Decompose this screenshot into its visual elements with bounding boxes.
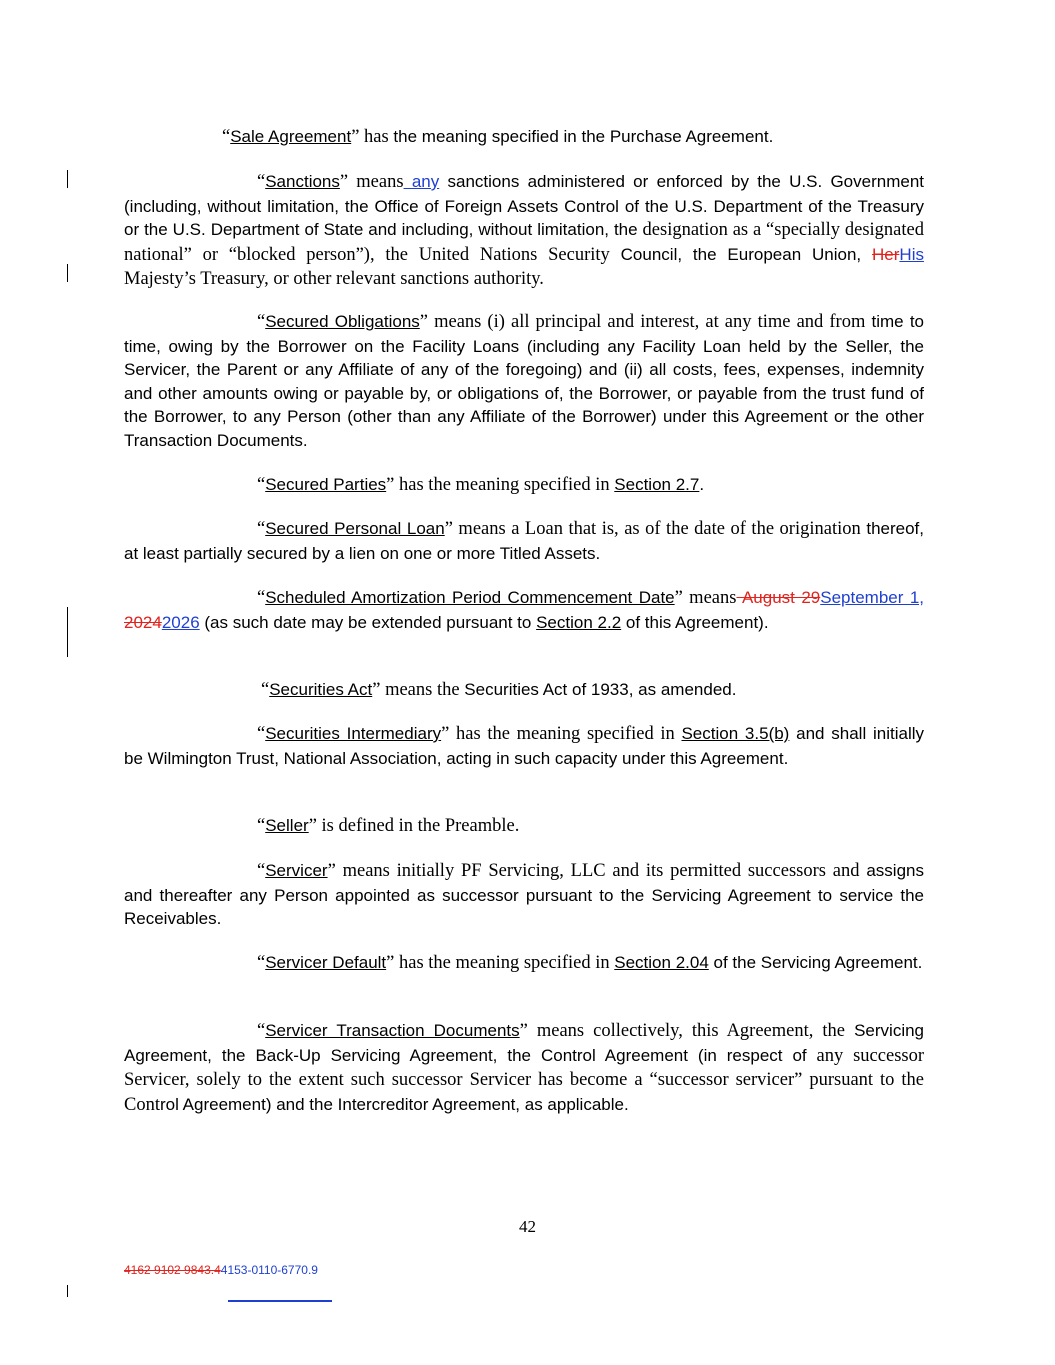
definition-text: has (359, 127, 389, 147)
definition-secured-personal-loan (124, 517, 924, 565)
change-bar (67, 1285, 68, 1297)
quote-open: “ (257, 172, 266, 192)
document-id (124, 1263, 318, 1277)
quote-close: ” (372, 680, 381, 700)
quote-close: ” (444, 519, 453, 539)
definition-secured-parties (124, 473, 924, 498)
section-reference: Section 3.5(b) (681, 724, 790, 743)
quote-open: “ (257, 312, 266, 332)
defined-term: Secured Obligations (265, 312, 420, 331)
definition-text: is defined in the Preamble. (316, 816, 520, 836)
defined-term: Servicer Transaction Documents (265, 1021, 520, 1040)
deleted-text: 2024 (124, 612, 162, 632)
defined-term: Sanctions (265, 172, 340, 191)
defined-term: Securities Intermediary (265, 724, 442, 743)
definition-text: . (699, 475, 705, 494)
quote-close: ” (674, 588, 683, 608)
defined-term: Scheduled Amortization Period Commencement Date (265, 588, 675, 607)
quote-open: “ (257, 816, 266, 836)
footer-rule (228, 1300, 332, 1302)
quote-open: “ (257, 475, 266, 495)
definition-text: means (348, 172, 404, 192)
definition-text: any successor Servicer, solely to the extent such successor Servicer has become a “successor servicer” pursuant to the Cont (124, 1045, 925, 1115)
definition-servicer-default (124, 951, 924, 976)
definition-text: of the Servicing Agreement. (708, 953, 923, 972)
definition-text: means the (380, 680, 460, 700)
defined-term: Secured Personal Loan (265, 519, 445, 538)
definition-sale-agreement (222, 125, 922, 150)
definition-securities-intermediary (124, 722, 924, 770)
definition-text: means initially PF Servicing, LLC and its permitted successors and (335, 861, 860, 881)
quote-open: “ (261, 680, 270, 700)
defined-term: Securities Act (269, 680, 373, 699)
section-reference: Section 2.04 (614, 953, 709, 972)
definition-text: time to time, owing by the Borrower on the Facility Loans (including any Facility Loan held by the Seller, the Servicer, the Parent or any Affiliate of any of the foregoing) and (ii) all costs, fees, expenses, indemnity and other amounts owing or payable by, or obligations of, the Borrower, or payable from the trust fund of the Borrower, to any Person (other than any Affiliate of the Borrower) under this Agreement or the other Transaction Documents. (124, 312, 924, 450)
definition-text: has the meaning specified in (449, 724, 682, 744)
quote-close: ” (339, 172, 349, 192)
page-number: 42 (519, 1217, 536, 1236)
quote-close: ” (308, 816, 317, 836)
definition-text: thereof, at least partially secured by a lien on one or more Titled Assets. (124, 519, 924, 563)
definition-text: means (682, 588, 737, 608)
defined-term: Servicer Default (265, 953, 387, 972)
inserted-doc-id: 4153-0110-6770.9 (220, 1263, 318, 1277)
quote-close: ” (351, 127, 360, 147)
definition-text: Securities Act of 1933, as amended. (459, 680, 737, 699)
definition-scheduled-amortization-date (124, 586, 924, 634)
defined-term: Seller (265, 816, 309, 835)
section-reference: Section 2.7 (614, 475, 700, 494)
inserted-text: His (899, 244, 924, 264)
change-bar (67, 264, 68, 282)
quote-close: ” (419, 312, 428, 332)
definition-text: has the meaning specified in (394, 475, 615, 495)
quote-close: ” (386, 475, 395, 495)
change-bar (67, 170, 68, 188)
quote-close: ” (519, 1021, 528, 1041)
inserted-text: any (403, 172, 440, 191)
definition-sanctions (124, 170, 924, 292)
definition-text: of this Agreement). (621, 612, 769, 632)
definition-text: means collectively, this Agreement, the (527, 1021, 845, 1041)
section-reference: Section 2.2 (536, 612, 622, 632)
definition-text: the meaning specified in the Purchase Agreement. (388, 127, 774, 146)
deleted-text: Her (872, 244, 900, 264)
quote-open: “ (222, 127, 231, 147)
defined-term: Sale Agreement (230, 127, 352, 146)
definition-text: means (i) all principal and interest, at any time and from (428, 312, 866, 332)
definition-text: Council, the European Union, (609, 244, 873, 264)
definition-securities-act (261, 678, 941, 703)
definition-text: assigns and thereafter any Person appointed as successor pursuant to the Servicing Agreement to service the Receivables. (124, 861, 924, 928)
definition-text: means a Loan that is, as of the date of the origination (452, 519, 861, 539)
definition-text: Majesty’s Treasury, or other relevant sanctions authority. (124, 269, 544, 289)
inserted-text: 2026 (161, 612, 200, 632)
deleted-text: August 29 (736, 588, 821, 607)
definition-text: and shall initially be Wilmington Trust, National Association, acting in such capacity under this Agreement. (124, 724, 924, 768)
quote-open: “ (257, 724, 266, 744)
definition-seller (124, 814, 924, 839)
quote-open: “ (257, 861, 266, 881)
definition-text: (as such date may be extended pursuant to (199, 612, 537, 632)
quote-close: ” (441, 724, 450, 744)
definition-text: rol Agreement) and the Intercreditor Agreement, as applicable. (159, 1094, 629, 1114)
definition-text: Servicing Agreement, the Back-Up Servicing Agreement, the Control Agreement (in respect of (124, 1021, 925, 1065)
deleted-doc-id: 4162 9102 9843.4 (124, 1263, 221, 1277)
quote-close: ” (327, 861, 336, 881)
definition-servicer (124, 859, 924, 931)
defined-term: Secured Parties (265, 475, 387, 494)
definition-servicer-transaction-documents (124, 1019, 924, 1117)
inserted-text: September 1, (820, 588, 925, 607)
defined-term: Servicer (265, 861, 328, 880)
definition-text: designation as a “specially designated national” or “blocked person”), the United Nations Security (124, 220, 924, 265)
definition-text: sanctions administered or enforced by the U.S. Government (including, without limitation, the Office of Foreign Assets Control of the U.S. Department of the Treasury or the U.S. Department of State and including, without limitation, the (124, 172, 924, 239)
quote-open: “ (257, 519, 266, 539)
change-bar (67, 607, 68, 657)
quote-open: “ (257, 953, 266, 973)
quote-open: “ (257, 1021, 266, 1041)
quote-close: ” (386, 953, 395, 973)
definition-secured-obligations (124, 310, 924, 452)
quote-open: “ (257, 588, 266, 608)
definition-text: has the meaning specified in (394, 953, 615, 973)
